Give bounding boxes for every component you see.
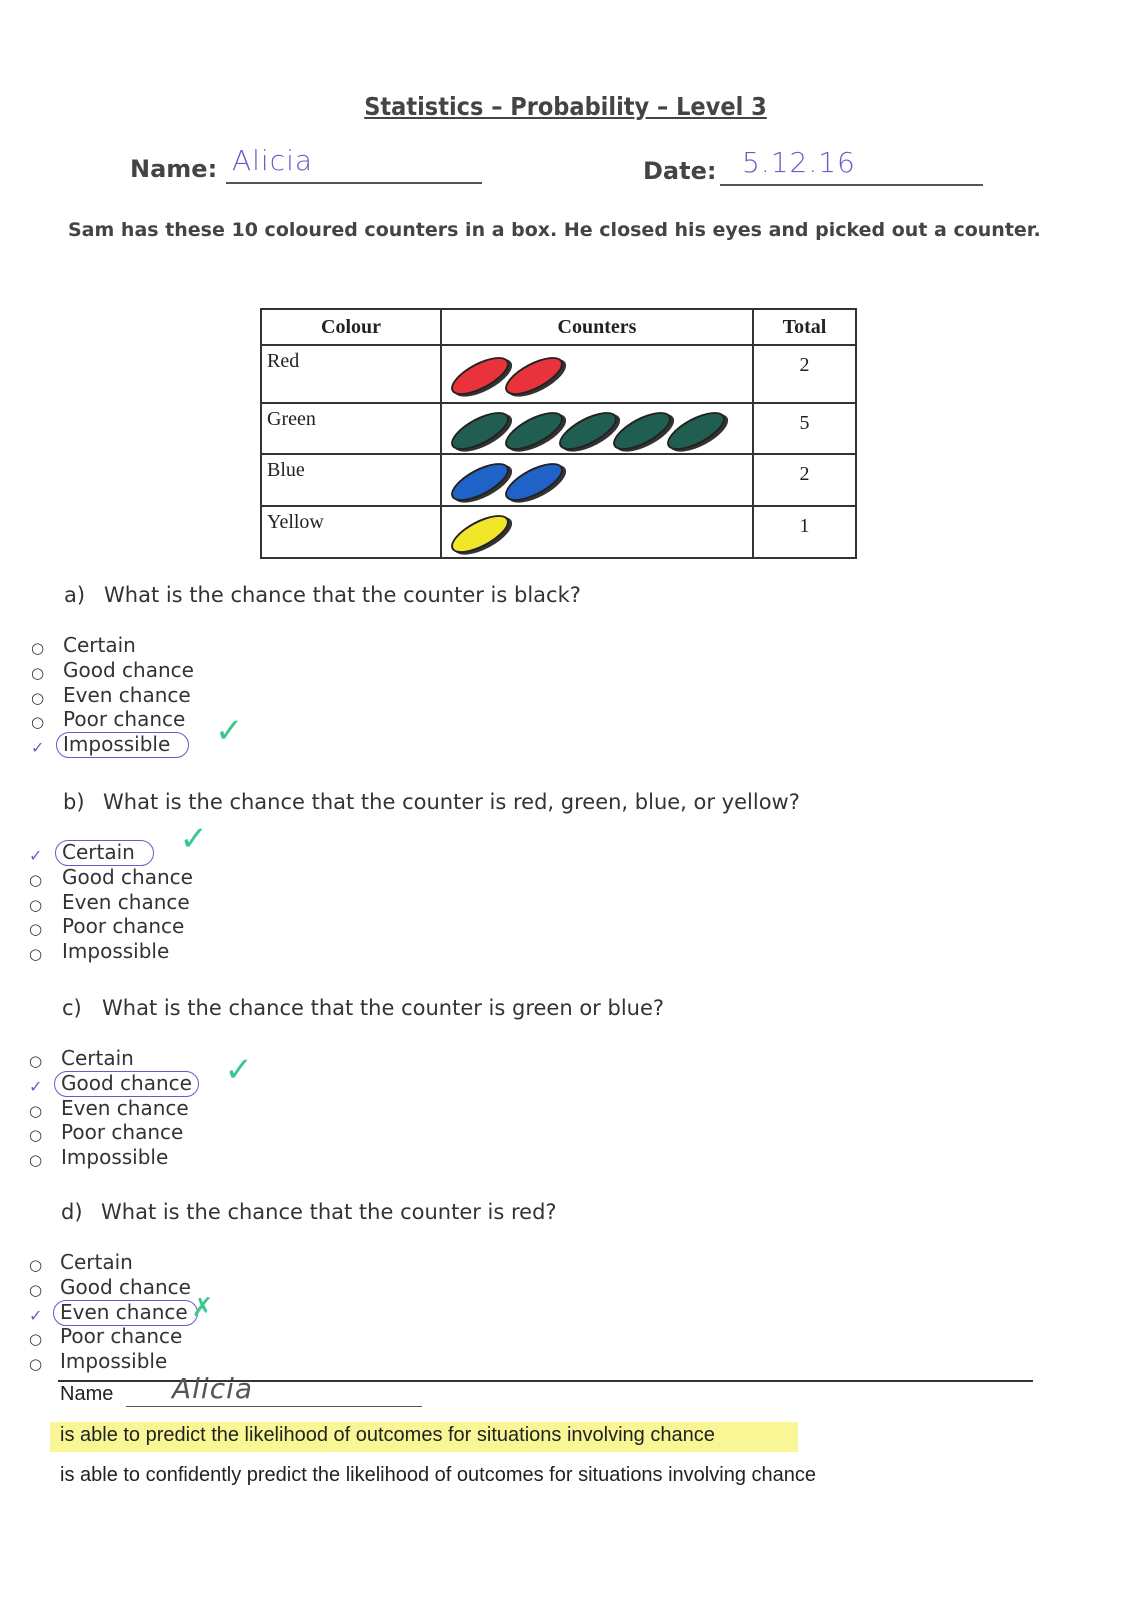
counters-cell (441, 403, 753, 454)
counter-icon (446, 404, 515, 457)
selected-check-icon[interactable]: ✓ (29, 1305, 43, 1325)
radio-option-icon[interactable]: ○ (29, 1151, 43, 1170)
worksheet-title: Statistics – Probability – Level 3 (364, 92, 767, 121)
question-text: What is the chance that the counter is red? (101, 1200, 557, 1224)
footer-name-label: Name (60, 1383, 114, 1405)
option-label[interactable]: Poor chance (63, 707, 186, 732)
option-label[interactable]: Good chance (60, 1274, 191, 1299)
intro-text: Sam has these 10 coloured counters in a box. He closed his eyes and picked out a counter. (68, 219, 1041, 241)
option-label[interactable]: Poor chance (60, 1324, 183, 1349)
total-cell: 1 (753, 506, 856, 558)
radio-option-icon[interactable]: ○ (29, 1052, 43, 1070)
answer-circle (55, 840, 154, 866)
colour-cell: Green (261, 403, 441, 454)
footer-name-field[interactable] (126, 1372, 422, 1407)
wrong-cross-icon: ✗ (191, 1292, 214, 1323)
selected-check-icon[interactable]: ✓ (31, 738, 45, 758)
counter-icon (608, 404, 677, 457)
question-label: d) (61, 1200, 83, 1224)
answer-circle (54, 1071, 199, 1097)
header-total: Total (753, 309, 856, 345)
radio-option-icon[interactable]: ○ (31, 639, 45, 657)
counters-cell (441, 345, 753, 403)
option-label[interactable]: Poor chance (62, 914, 185, 939)
counter-icon (500, 455, 569, 508)
option-label[interactable]: Good chance (61, 1070, 192, 1095)
option-label[interactable]: Even chance (62, 889, 190, 914)
selected-check-icon[interactable]: ✓ (29, 846, 43, 865)
date-field[interactable] (720, 144, 983, 186)
counter-icon (446, 455, 515, 508)
total-cell: 2 (753, 454, 856, 506)
colour-cell: Yellow (261, 506, 441, 558)
counter-icon (500, 349, 569, 402)
answer-circle (53, 1300, 198, 1326)
counters-table (260, 308, 857, 559)
colour-cell: Red (261, 345, 441, 403)
question-label: c) (62, 996, 82, 1020)
counter-icon (554, 404, 623, 457)
option-label[interactable]: Impossible (61, 1145, 169, 1170)
radio-option-icon[interactable]: ○ (29, 1355, 43, 1374)
radio-option-icon[interactable]: ○ (29, 870, 43, 889)
counters-cell (441, 506, 753, 558)
date-label: Date: (643, 157, 717, 185)
radio-option-icon[interactable]: ○ (29, 920, 43, 939)
table-row (261, 506, 856, 558)
name-value: Alicia (232, 144, 314, 177)
correct-tick-icon: ✓ (224, 1049, 253, 1090)
colour-cell: Blue (261, 454, 441, 506)
counter-icon (500, 404, 569, 457)
radio-option-icon[interactable]: ○ (29, 1126, 43, 1145)
selected-check-icon[interactable]: ✓ (29, 1076, 43, 1096)
correct-tick-icon: ✓ (215, 711, 244, 752)
radio-option-icon[interactable]: ○ (31, 663, 45, 682)
name-label: Name: (130, 155, 218, 183)
option-label[interactable]: Impossible (62, 939, 170, 964)
option-label[interactable]: Even chance (60, 1299, 188, 1324)
counter-icon (446, 507, 515, 560)
total-cell: 2 (753, 345, 856, 403)
radio-option-icon[interactable]: ○ (29, 945, 43, 964)
date-value: 5.12.16 (742, 146, 856, 179)
table-row (261, 454, 856, 506)
header-colour: Colour (261, 309, 441, 345)
radio-option-icon[interactable]: ○ (31, 713, 45, 732)
option-label[interactable]: Impossible (60, 1349, 168, 1374)
radio-option-icon[interactable]: ○ (29, 1280, 43, 1299)
question-text: What is the chance that the counter is black? (104, 583, 581, 607)
option-label[interactable]: Certain (63, 633, 136, 657)
answer-circle (56, 732, 189, 758)
radio-option-icon[interactable]: ○ (29, 1256, 43, 1274)
statement-confident: is able to confidently predict the likelihood of outcomes for situations involving chance (60, 1464, 816, 1486)
option-label[interactable]: Even chance (63, 682, 191, 707)
option-label[interactable]: Certain (60, 1250, 133, 1274)
question-label: a) (64, 583, 86, 607)
name-field[interactable] (226, 142, 482, 184)
option-label[interactable]: Certain (61, 1046, 134, 1070)
radio-option-icon[interactable]: ○ (31, 688, 45, 707)
counter-icon (446, 349, 515, 402)
radio-option-icon[interactable]: ○ (29, 895, 43, 914)
question-label: b) (63, 790, 85, 814)
counters-cell (441, 454, 753, 506)
table-row (261, 345, 856, 403)
option-label[interactable]: Good chance (62, 864, 193, 889)
option-label[interactable]: Good chance (63, 657, 194, 682)
question-text: What is the chance that the counter is green or blue? (102, 996, 665, 1020)
correct-tick-icon: ✓ (179, 819, 208, 859)
header-counters: Counters (441, 309, 753, 345)
statement-highlighted: is able to predict the likelihood of outcomes for situations involving chance (60, 1424, 715, 1446)
option-label[interactable]: Certain (62, 840, 135, 864)
total-cell: 5 (753, 403, 856, 454)
table-row (261, 403, 856, 454)
footer-name-value: Alicia (172, 1372, 254, 1405)
question-text: What is the chance that the counter is red, green, blue, or yellow? (103, 790, 800, 814)
radio-option-icon[interactable]: ○ (29, 1330, 43, 1349)
option-label[interactable]: Poor chance (61, 1120, 184, 1145)
option-label[interactable]: Even chance (61, 1095, 189, 1120)
counter-icon (662, 404, 731, 457)
radio-option-icon[interactable]: ○ (29, 1101, 43, 1120)
option-label[interactable]: Impossible (63, 732, 171, 757)
